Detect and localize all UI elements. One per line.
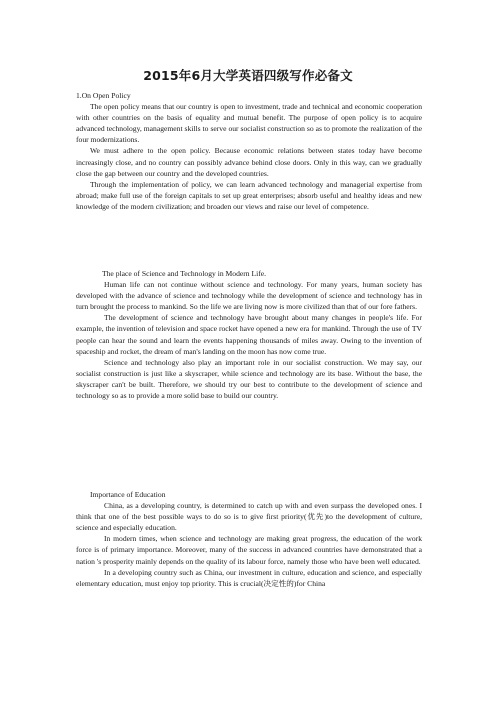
paragraph: The development of science and technology have brought about many changes in people's life. For example, the invention of television and space rocket have opened a new era for mankind. Through the use of TV people can hear the sound and learn the events happening thousands of miles away. Owing to the invention of spaceship and rocket, the dream of man's landing on the moon has now come true.	[76, 313, 422, 356]
paragraph: Science and technology also play an important role in our socialist construction. We may say, our socialist construction is just like a skyscraper, while science and technology are its base. Without the base, the skyscraper can't be built. Therefore, we should try our best to contribute to the development of science and technology so as to provide a more solid base to build our country.	[76, 357, 422, 401]
paragraph: Human life can not continue without science and technology. For many years, human society has developed with the advance of science and technology while the development of science and technology has in turn brought the process to mankind. So the life we are living now is more civilized than that of our fore fathers.	[76, 280, 422, 312]
essay-importance-of-education	[76, 489, 422, 589]
paragraph: In modern times, when science and technology are making great progress, the education of the work force is of primary importance. Moreover, many of the success in advanced countries have demonstrated that a nation 's prosperity mainly depends on the quality of its labour force, namely those who have been well educated.	[76, 534, 422, 566]
essay-science-technology	[76, 268, 422, 401]
essay-heading: 1.On Open Policy	[76, 91, 131, 100]
paragraph: Through the implementation of policy, we can learn advanced technology and managerial expertise from abroad; make full use of the foreign capitals to set up great enterprises; absorb useful and healthy ideas and new knowledge of the modern civilization; and broaden our views and raise our level of competence.	[76, 179, 422, 211]
essay-heading: The place of Science and Technology in Modern Life.	[102, 269, 267, 278]
paragraph: The open policy means that our country is open to investment, trade and technical and economic cooperation with other countries on the basis of equality and mutual benefit. The purpose of open policy is to acquire advanced technology, management skills to serve our socialist construction so as to promote the realization of the four modernizations.	[76, 102, 422, 145]
paragraph: China, as a developing country, is determined to catch up with and even surpass the developed ones. I think that one of the best possible ways to do so is to give first priority(优先)to the development of culture, science and especially education.	[76, 501, 422, 533]
paragraph: We must adhere to the open policy. Because economic relations between states today have become increasingly close, and no country can possibly advance behind close doors. Only in this way, can we gradually close the gap between our country and the developed countries.	[76, 146, 422, 178]
page-title: 2015年6月大学英语四级写作必备文	[143, 68, 353, 83]
paragraph: In a developing country such as China, our investment in culture, education and science, and especially elementary education, must enjoy top priority. This is crucial(决定性的)for China	[76, 567, 422, 588]
essay-open-policy	[76, 90, 422, 212]
essay-heading: Importance of Education	[90, 490, 166, 499]
